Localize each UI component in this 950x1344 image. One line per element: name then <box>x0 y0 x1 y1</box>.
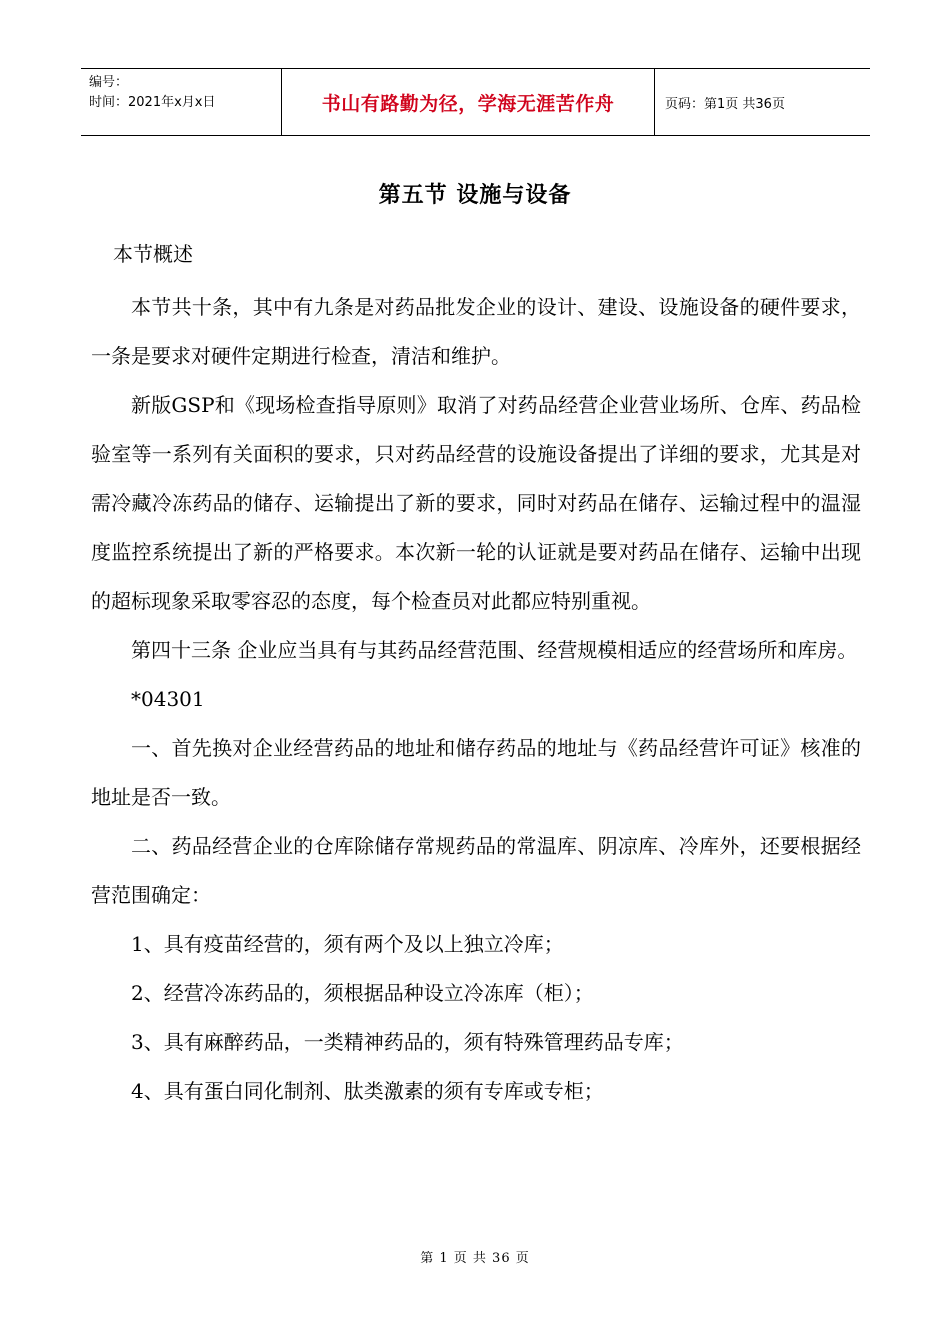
list-item: 4、具有蛋白同化制剂、肽类激素的须有专库或专柜； <box>131 1079 604 1103</box>
list-item: 2、经营冷冻药品的，须根据品种设立冷冻库（柜）； <box>131 981 594 1005</box>
header-meta-cell <box>81 69 281 135</box>
paragraph: 本节共十条，其中有九条是对药品批发企业的设计、建设、设施设备的硬件要求，一条是要求对硬件定期进行检查，清洁和维护。 <box>91 295 861 368</box>
document-body <box>91 230 861 1116</box>
header-page-cell <box>655 69 870 135</box>
paragraph: *04301 <box>131 687 205 711</box>
header-motto: 书山有路勤为径，学海无涯苦作舟 <box>321 92 615 115</box>
paragraph: 新版GSP和《现场检查指导原则》取消了对药品经营企业营业场所、仓库、药品检验室等一系列有关面积的要求，只对药品经营的设施设备提出了详细的要求，尤其是对需冷藏冷冻药品的储存、运输提出了新的要求，同时对药品在储存、运输过程中的温湿度监控系统提出了新的严格要求。本次新一轮的认证就是要对药品在储存、运输中出现的超标现象采取零容忍的态度，每个检查员对此都应特别重视。 <box>91 393 861 613</box>
page-footer: 第 1 页 共 36 页 <box>420 1251 530 1266</box>
header-page-number: 页码：第1页 共36页 <box>665 96 785 112</box>
list-item: 1、具有疫苗经营的，须有两个及以上独立冷库； <box>131 932 564 956</box>
header-motto-cell <box>281 69 655 135</box>
section-title: 第五节 设施与设备 <box>378 183 572 208</box>
overview-heading: 本节概述 <box>113 242 193 266</box>
header-table <box>81 68 870 136</box>
paragraph: 二、药品经营企业的仓库除储存常规药品的常温库、阴凉库、冷库外，还要根据经营范围确定： <box>91 834 861 907</box>
list-item: 3、具有麻醉药品，一类精神药品的，须有特殊管理药品专库； <box>131 1030 684 1054</box>
document-number-label: 编号： <box>89 75 129 90</box>
paragraph: 第四十三条 企业应当具有与其药品经营范围、经营规模相适应的经营场所和库房。 <box>131 638 858 662</box>
document-time-label: 时间：2021年x月x日 <box>89 95 216 110</box>
paragraph: 一、首先换对企业经营药品的地址和储存药品的地址与《药品经营许可证》核准的地址是否一致。 <box>91 736 861 809</box>
